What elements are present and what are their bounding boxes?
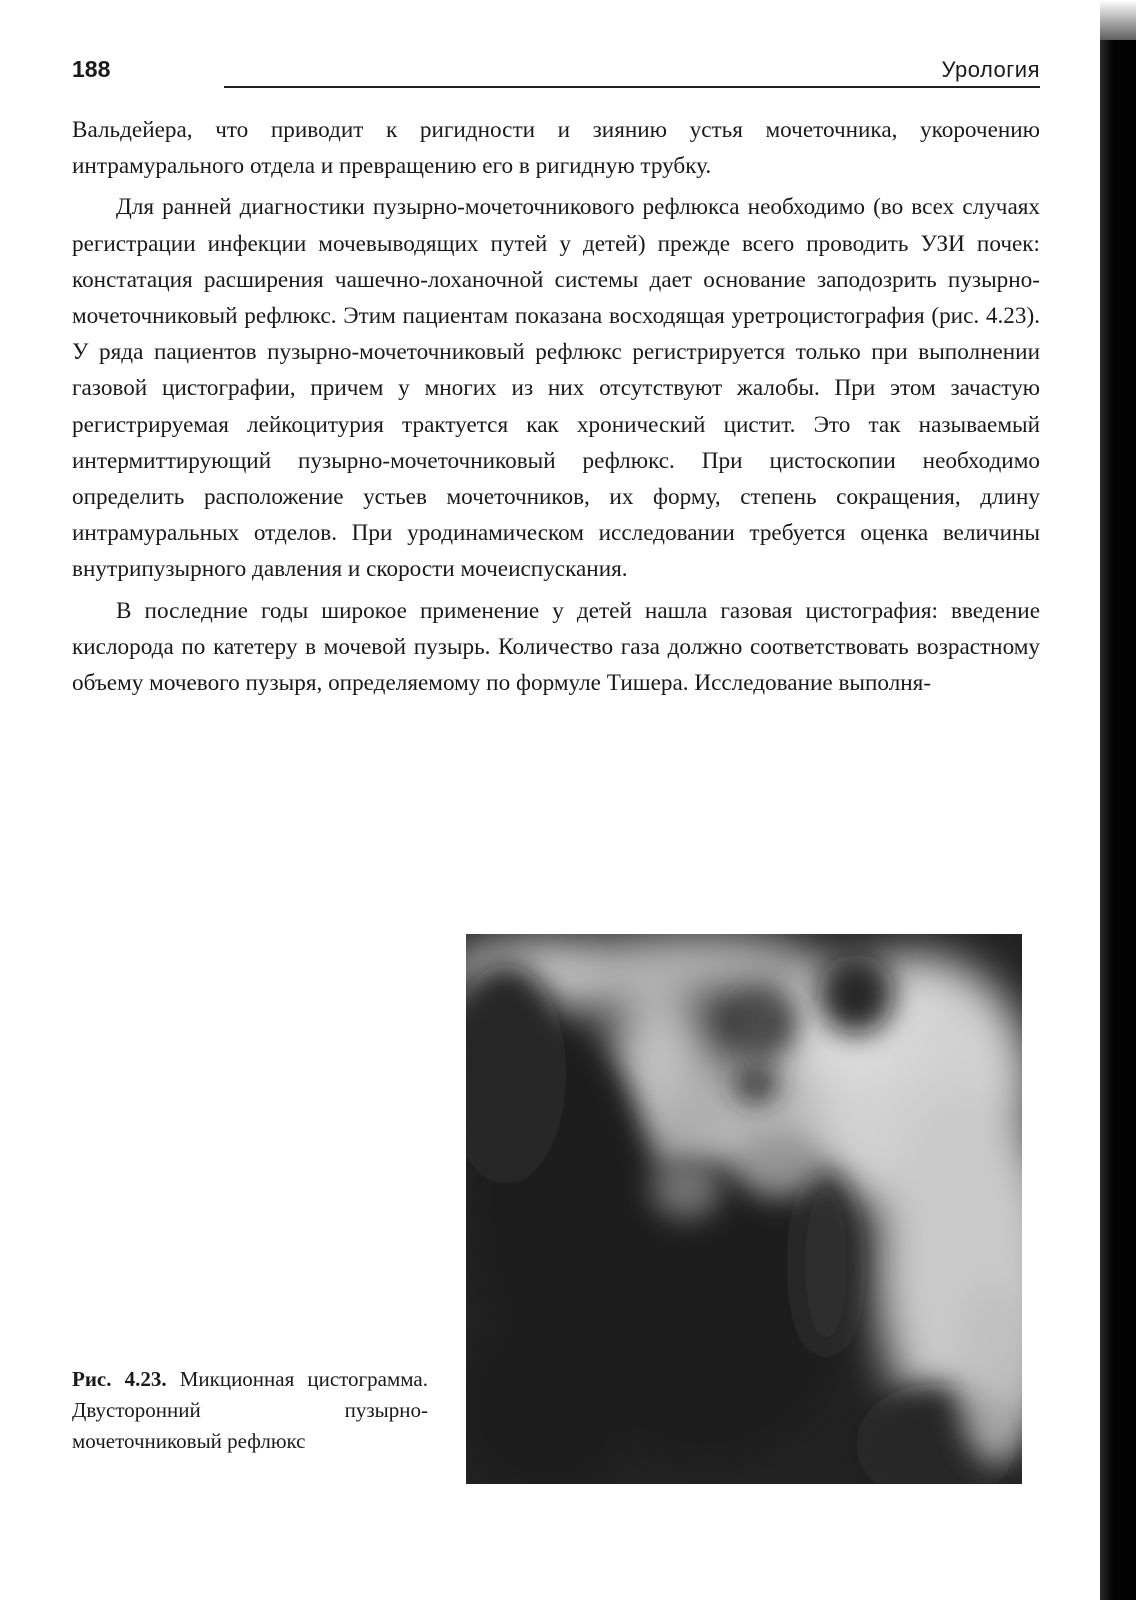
header-rule	[224, 86, 1040, 88]
page-number: 188	[72, 56, 111, 82]
section-title: Урология	[941, 57, 1040, 82]
figure-label: Рис. 4.23.	[72, 1367, 167, 1391]
paragraph-continuation: Вальдейера, что приводит к ригидности и зиянию устья мочеточника, укорочению интрамурального отдела и превращению его в ригидную трубку.	[72, 117, 1040, 180]
cystogram-xray-image	[466, 934, 1022, 1484]
paragraph-diagnostics: Для ранней диагностики пузырно-мочеточникового рефлюкса необходимо (во всех случаях регистрации инфекции мочевыводящих путей у детей) прежде всего проводить УЗИ почек: констатация расширения чашечно-лоханочной системы дает основание заподозрить пузырно-мочеточниковый рефлюкс. Этим пациентам показана восходящая уретроцистография (рис. 4.23). У ряда пациентов пузырно-мочеточниковый рефлюкс регистрируется только при выполнении газовой цистографии, причем у многих из них отсутствуют жалобы. При этом зачастую регистрируемая лейкоцитурия трактуется как хронический цистит. Это так называемый интермиттирующий пузырно-мочеточниковый рефлюкс. При цистоскопии необходимо определить расположение устьев мочеточников, их форму, степень сокращения, длину интрамуральных отделов. При уродинамическом исследовании требуется оценка величины внутрипузырного давления и скорости мочеиспускания.	[72, 194, 1040, 583]
figure-caption	[72, 1364, 428, 1457]
paragraph-gas-cystography: В последние годы широкое применение у детей нашла газовая цистография: введение кислорода по катетеру в мочевой пузырь. Количество газа должно соответствовать возрастному объему мочевого пузыря, определяемому по формуле Тишера. Исследование выполня-	[72, 597, 1040, 697]
page-edge-shadow	[1100, 40, 1136, 1600]
figure-caption-text: Микционная цистограмма. Двусторонний пузырно-мочеточниковый рефлюкс	[72, 1367, 429, 1453]
xray-illustration	[466, 934, 1022, 1484]
body-text	[72, 112, 1040, 706]
running-head	[72, 52, 1040, 92]
